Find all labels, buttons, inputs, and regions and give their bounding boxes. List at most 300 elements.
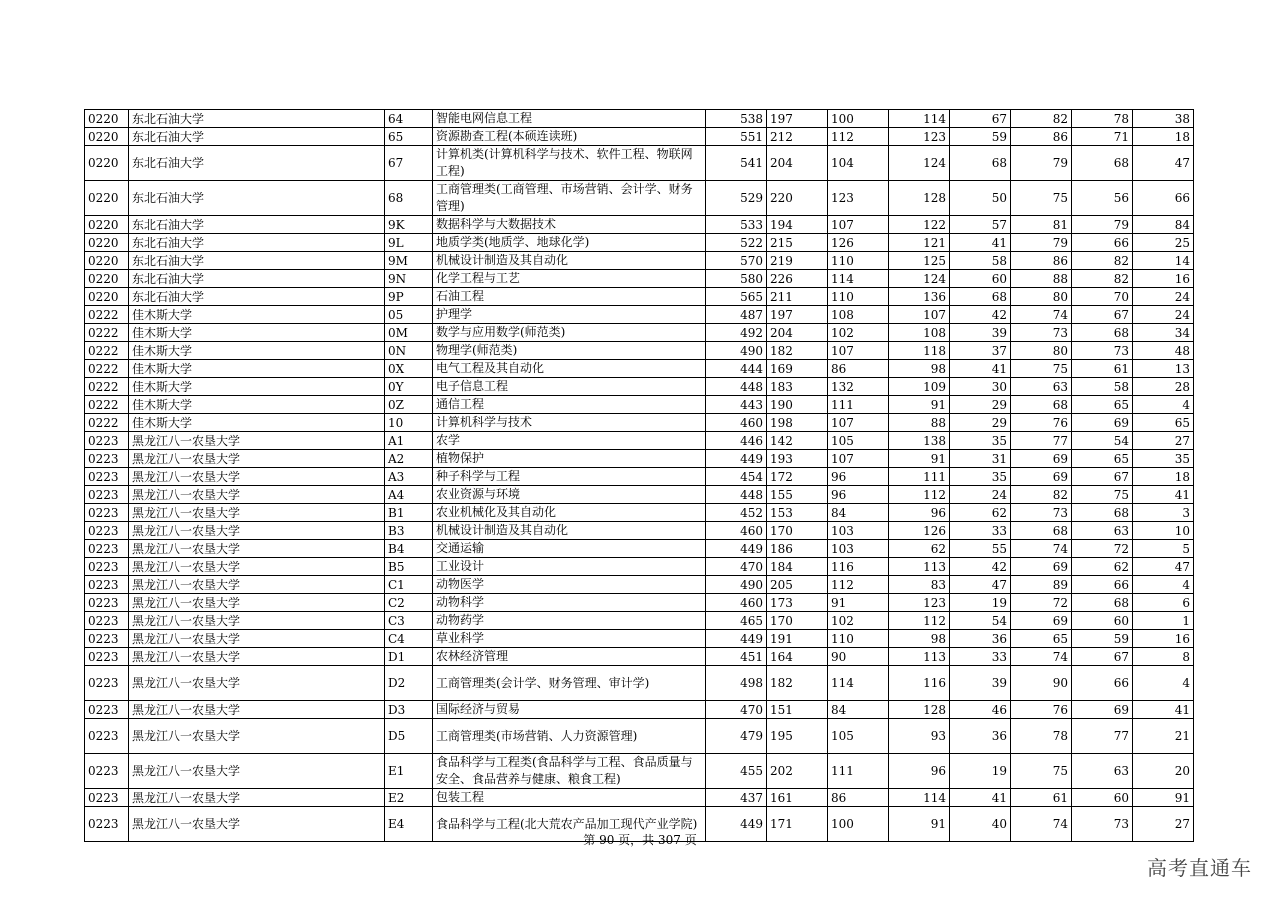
school-name-cell: 黑龙江八一农垦大学	[129, 719, 385, 754]
score-1-cell: 173	[767, 594, 828, 612]
major-name-cell: 通信工程	[433, 396, 706, 414]
score-4-cell: 35	[950, 432, 1011, 450]
score-4-cell: 36	[950, 630, 1011, 648]
score-5-cell: 61	[1011, 789, 1072, 807]
score-7-cell: 5	[1133, 540, 1194, 558]
table-row	[85, 252, 1194, 270]
score-7-cell: 65	[1133, 414, 1194, 432]
school-name-cell: 黑龙江八一农垦大学	[129, 594, 385, 612]
score-6-cell: 62	[1072, 558, 1133, 576]
school-code-cell: 0223	[85, 666, 129, 701]
score-2-cell: 84	[828, 701, 889, 719]
score-4-cell: 59	[950, 128, 1011, 146]
table-row	[85, 414, 1194, 432]
score-7-cell: 48	[1133, 342, 1194, 360]
total-score-cell: 490	[706, 576, 767, 594]
score-5-cell: 88	[1011, 270, 1072, 288]
score-3-cell: 88	[889, 414, 950, 432]
score-4-cell: 47	[950, 576, 1011, 594]
score-2-cell: 114	[828, 270, 889, 288]
table-row	[85, 719, 1194, 754]
score-1-cell: 226	[767, 270, 828, 288]
major-name-cell: 智能电网信息工程	[433, 110, 706, 128]
total-score-cell: 443	[706, 396, 767, 414]
score-1-cell: 194	[767, 216, 828, 234]
score-2-cell: 103	[828, 540, 889, 558]
major-name-cell: 工商管理类(市场营销、人力资源管理)	[433, 719, 706, 754]
major-code-cell: C3	[385, 612, 433, 630]
school-name-cell: 东北石油大学	[129, 234, 385, 252]
major-name-cell: 物理学(师范类)	[433, 342, 706, 360]
score-6-cell: 60	[1072, 789, 1133, 807]
score-5-cell: 75	[1011, 181, 1072, 216]
table-row	[85, 522, 1194, 540]
score-2-cell: 90	[828, 648, 889, 666]
score-3-cell: 123	[889, 128, 950, 146]
school-name-cell: 东北石油大学	[129, 146, 385, 181]
score-5-cell: 74	[1011, 807, 1072, 842]
score-6-cell: 69	[1072, 701, 1133, 719]
score-3-cell: 111	[889, 468, 950, 486]
school-name-cell: 黑龙江八一农垦大学	[129, 666, 385, 701]
school-name-cell: 佳木斯大学	[129, 342, 385, 360]
major-code-cell: C1	[385, 576, 433, 594]
major-code-cell: 0X	[385, 360, 433, 378]
total-score-cell: 454	[706, 468, 767, 486]
score-7-cell: 27	[1133, 807, 1194, 842]
score-5-cell: 80	[1011, 288, 1072, 306]
major-name-cell: 农林经济管理	[433, 648, 706, 666]
school-name-cell: 东北石油大学	[129, 181, 385, 216]
score-7-cell: 27	[1133, 432, 1194, 450]
score-1-cell: 170	[767, 612, 828, 630]
score-3-cell: 107	[889, 306, 950, 324]
score-2-cell: 91	[828, 594, 889, 612]
score-6-cell: 71	[1072, 128, 1133, 146]
table-row	[85, 432, 1194, 450]
score-2-cell: 105	[828, 719, 889, 754]
table-row	[85, 396, 1194, 414]
school-code-cell: 0220	[85, 146, 129, 181]
score-3-cell: 128	[889, 181, 950, 216]
major-name-cell: 农业资源与环境	[433, 486, 706, 504]
score-4-cell: 31	[950, 450, 1011, 468]
score-5-cell: 68	[1011, 522, 1072, 540]
score-7-cell: 18	[1133, 468, 1194, 486]
school-name-cell: 东北石油大学	[129, 270, 385, 288]
score-5-cell: 90	[1011, 666, 1072, 701]
score-1-cell: 155	[767, 486, 828, 504]
score-3-cell: 112	[889, 486, 950, 504]
score-7-cell: 4	[1133, 576, 1194, 594]
score-4-cell: 42	[950, 306, 1011, 324]
major-name-cell: 交通运输	[433, 540, 706, 558]
score-7-cell: 6	[1133, 594, 1194, 612]
score-2-cell: 126	[828, 234, 889, 252]
major-code-cell: E1	[385, 754, 433, 789]
major-code-cell: B1	[385, 504, 433, 522]
score-1-cell: 205	[767, 576, 828, 594]
table-row	[85, 181, 1194, 216]
score-7-cell: 18	[1133, 128, 1194, 146]
score-2-cell: 100	[828, 807, 889, 842]
total-score-cell: 460	[706, 594, 767, 612]
score-3-cell: 109	[889, 378, 950, 396]
major-code-cell: D5	[385, 719, 433, 754]
score-1-cell: 211	[767, 288, 828, 306]
table-row	[85, 666, 1194, 701]
total-score-cell: 541	[706, 146, 767, 181]
score-2-cell: 86	[828, 789, 889, 807]
score-4-cell: 41	[950, 234, 1011, 252]
score-5-cell: 69	[1011, 468, 1072, 486]
score-4-cell: 40	[950, 807, 1011, 842]
major-name-cell: 机械设计制造及其自动化	[433, 252, 706, 270]
score-4-cell: 19	[950, 594, 1011, 612]
score-6-cell: 66	[1072, 666, 1133, 701]
score-2-cell: 132	[828, 378, 889, 396]
score-5-cell: 76	[1011, 701, 1072, 719]
score-6-cell: 72	[1072, 540, 1133, 558]
score-2-cell: 102	[828, 612, 889, 630]
total-score-cell: 538	[706, 110, 767, 128]
school-name-cell: 黑龙江八一农垦大学	[129, 540, 385, 558]
score-3-cell: 124	[889, 146, 950, 181]
score-4-cell: 24	[950, 486, 1011, 504]
score-5-cell: 82	[1011, 486, 1072, 504]
score-3-cell: 113	[889, 558, 950, 576]
score-5-cell: 77	[1011, 432, 1072, 450]
score-7-cell: 47	[1133, 146, 1194, 181]
major-code-cell: D3	[385, 701, 433, 719]
table-row	[85, 594, 1194, 612]
score-6-cell: 68	[1072, 594, 1133, 612]
school-code-cell: 0223	[85, 576, 129, 594]
score-3-cell: 123	[889, 594, 950, 612]
score-5-cell: 69	[1011, 612, 1072, 630]
score-4-cell: 46	[950, 701, 1011, 719]
score-6-cell: 82	[1072, 270, 1133, 288]
major-code-cell: A2	[385, 450, 433, 468]
major-code-cell: B3	[385, 522, 433, 540]
table-row	[85, 701, 1194, 719]
score-4-cell: 54	[950, 612, 1011, 630]
school-name-cell: 黑龙江八一农垦大学	[129, 789, 385, 807]
school-name-cell: 黑龙江八一农垦大学	[129, 558, 385, 576]
score-2-cell: 104	[828, 146, 889, 181]
major-code-cell: 9N	[385, 270, 433, 288]
score-3-cell: 124	[889, 270, 950, 288]
total-score-cell: 449	[706, 540, 767, 558]
score-4-cell: 58	[950, 252, 1011, 270]
school-code-cell: 0223	[85, 719, 129, 754]
score-7-cell: 3	[1133, 504, 1194, 522]
table-row	[85, 110, 1194, 128]
table-row	[85, 378, 1194, 396]
school-code-cell: 0223	[85, 648, 129, 666]
score-4-cell: 36	[950, 719, 1011, 754]
total-score-cell: 490	[706, 342, 767, 360]
score-1-cell: 193	[767, 450, 828, 468]
score-3-cell: 125	[889, 252, 950, 270]
score-3-cell: 91	[889, 450, 950, 468]
school-name-cell: 佳木斯大学	[129, 324, 385, 342]
table-row	[85, 630, 1194, 648]
score-6-cell: 67	[1072, 306, 1133, 324]
score-5-cell: 80	[1011, 342, 1072, 360]
score-3-cell: 114	[889, 789, 950, 807]
total-score-cell: 460	[706, 522, 767, 540]
major-code-cell: A1	[385, 432, 433, 450]
school-name-cell: 黑龙江八一农垦大学	[129, 504, 385, 522]
score-3-cell: 91	[889, 807, 950, 842]
score-2-cell: 111	[828, 396, 889, 414]
score-1-cell: 171	[767, 807, 828, 842]
major-code-cell: 67	[385, 146, 433, 181]
score-2-cell: 110	[828, 252, 889, 270]
score-6-cell: 68	[1072, 324, 1133, 342]
major-name-cell: 数学与应用数学(师范类)	[433, 324, 706, 342]
score-7-cell: 28	[1133, 378, 1194, 396]
major-code-cell: 0Z	[385, 396, 433, 414]
major-name-cell: 资源勘查工程(本硕连读班)	[433, 128, 706, 146]
score-4-cell: 50	[950, 181, 1011, 216]
score-2-cell: 111	[828, 754, 889, 789]
score-2-cell: 84	[828, 504, 889, 522]
table-row	[85, 270, 1194, 288]
score-7-cell: 10	[1133, 522, 1194, 540]
score-2-cell: 107	[828, 342, 889, 360]
major-code-cell: A4	[385, 486, 433, 504]
score-2-cell: 103	[828, 522, 889, 540]
school-name-cell: 佳木斯大学	[129, 306, 385, 324]
score-2-cell: 110	[828, 288, 889, 306]
score-7-cell: 4	[1133, 666, 1194, 701]
score-3-cell: 112	[889, 612, 950, 630]
score-1-cell: 204	[767, 324, 828, 342]
score-2-cell: 112	[828, 576, 889, 594]
score-1-cell: 182	[767, 342, 828, 360]
table-row	[85, 146, 1194, 181]
score-5-cell: 86	[1011, 128, 1072, 146]
score-table-body	[85, 110, 1194, 842]
table-row	[85, 612, 1194, 630]
total-score-cell: 448	[706, 378, 767, 396]
total-score-cell: 580	[706, 270, 767, 288]
page-number: 第 90 页，共 307 页	[583, 833, 697, 847]
school-code-cell: 0223	[85, 594, 129, 612]
score-5-cell: 79	[1011, 146, 1072, 181]
major-name-cell: 食品科学与工程(北大荒农产品加工现代产业学院)	[433, 807, 706, 842]
score-5-cell: 74	[1011, 540, 1072, 558]
score-5-cell: 79	[1011, 234, 1072, 252]
major-name-cell: 动物科学	[433, 594, 706, 612]
school-code-cell: 0220	[85, 252, 129, 270]
major-code-cell: D1	[385, 648, 433, 666]
score-6-cell: 69	[1072, 414, 1133, 432]
score-3-cell: 108	[889, 324, 950, 342]
score-3-cell: 136	[889, 288, 950, 306]
score-3-cell: 116	[889, 666, 950, 701]
major-code-cell: C2	[385, 594, 433, 612]
score-7-cell: 24	[1133, 288, 1194, 306]
score-4-cell: 37	[950, 342, 1011, 360]
score-7-cell: 1	[1133, 612, 1194, 630]
major-name-cell: 护理学	[433, 306, 706, 324]
score-1-cell: 191	[767, 630, 828, 648]
score-1-cell: 142	[767, 432, 828, 450]
score-7-cell: 13	[1133, 360, 1194, 378]
score-4-cell: 33	[950, 522, 1011, 540]
school-code-cell: 0220	[85, 234, 129, 252]
school-name-cell: 黑龙江八一农垦大学	[129, 576, 385, 594]
score-4-cell: 33	[950, 648, 1011, 666]
score-6-cell: 73	[1072, 807, 1133, 842]
school-code-cell: 0223	[85, 486, 129, 504]
school-code-cell: 0222	[85, 414, 129, 432]
major-code-cell: 0N	[385, 342, 433, 360]
table-row	[85, 468, 1194, 486]
school-name-cell: 东北石油大学	[129, 216, 385, 234]
school-code-cell: 0222	[85, 360, 129, 378]
total-score-cell: 437	[706, 789, 767, 807]
table-row	[85, 450, 1194, 468]
score-1-cell: 151	[767, 701, 828, 719]
score-6-cell: 70	[1072, 288, 1133, 306]
school-name-cell: 佳木斯大学	[129, 378, 385, 396]
table-row	[85, 576, 1194, 594]
score-4-cell: 60	[950, 270, 1011, 288]
score-4-cell: 42	[950, 558, 1011, 576]
major-name-cell: 草业科学	[433, 630, 706, 648]
school-code-cell: 0222	[85, 306, 129, 324]
score-3-cell: 113	[889, 648, 950, 666]
score-6-cell: 66	[1072, 576, 1133, 594]
score-4-cell: 29	[950, 414, 1011, 432]
score-6-cell: 60	[1072, 612, 1133, 630]
school-code-cell: 0223	[85, 450, 129, 468]
score-2-cell: 112	[828, 128, 889, 146]
major-code-cell: 64	[385, 110, 433, 128]
score-1-cell: 190	[767, 396, 828, 414]
score-5-cell: 73	[1011, 324, 1072, 342]
total-score-cell: 449	[706, 630, 767, 648]
watermark-logo: 高考直通车	[1147, 856, 1252, 880]
table-row	[85, 342, 1194, 360]
total-score-cell: 448	[706, 486, 767, 504]
major-name-cell: 地质学类(地质学、地球化学)	[433, 234, 706, 252]
total-score-cell: 470	[706, 558, 767, 576]
school-code-cell: 0220	[85, 216, 129, 234]
score-2-cell: 108	[828, 306, 889, 324]
total-score-cell: 470	[706, 701, 767, 719]
score-5-cell: 73	[1011, 504, 1072, 522]
score-3-cell: 98	[889, 630, 950, 648]
total-score-cell: 455	[706, 754, 767, 789]
score-5-cell: 75	[1011, 754, 1072, 789]
score-1-cell: 153	[767, 504, 828, 522]
school-name-cell: 东北石油大学	[129, 110, 385, 128]
score-1-cell: 204	[767, 146, 828, 181]
score-2-cell: 110	[828, 630, 889, 648]
total-score-cell: 444	[706, 360, 767, 378]
school-name-cell: 黑龙江八一农垦大学	[129, 612, 385, 630]
score-3-cell: 114	[889, 110, 950, 128]
total-score-cell: 565	[706, 288, 767, 306]
score-5-cell: 86	[1011, 252, 1072, 270]
major-name-cell: 动物医学	[433, 576, 706, 594]
major-name-cell: 植物保护	[433, 450, 706, 468]
total-score-cell: 522	[706, 234, 767, 252]
score-4-cell: 68	[950, 146, 1011, 181]
score-6-cell: 75	[1072, 486, 1133, 504]
score-4-cell: 19	[950, 754, 1011, 789]
major-name-cell: 动物药学	[433, 612, 706, 630]
major-code-cell: A3	[385, 468, 433, 486]
score-1-cell: 170	[767, 522, 828, 540]
school-name-cell: 黑龙江八一农垦大学	[129, 630, 385, 648]
table-row	[85, 288, 1194, 306]
major-name-cell: 电子信息工程	[433, 378, 706, 396]
total-score-cell: 479	[706, 719, 767, 754]
school-code-cell: 0222	[85, 396, 129, 414]
table-row	[85, 789, 1194, 807]
major-name-cell: 数据科学与大数据技术	[433, 216, 706, 234]
score-1-cell: 164	[767, 648, 828, 666]
major-code-cell: 65	[385, 128, 433, 146]
score-3-cell: 62	[889, 540, 950, 558]
score-1-cell: 215	[767, 234, 828, 252]
score-1-cell: 197	[767, 110, 828, 128]
score-4-cell: 68	[950, 288, 1011, 306]
major-code-cell: 68	[385, 181, 433, 216]
major-code-cell: C4	[385, 630, 433, 648]
score-2-cell: 107	[828, 450, 889, 468]
score-2-cell: 96	[828, 468, 889, 486]
school-code-cell: 0223	[85, 522, 129, 540]
score-1-cell: 186	[767, 540, 828, 558]
score-4-cell: 39	[950, 666, 1011, 701]
score-4-cell: 35	[950, 468, 1011, 486]
score-3-cell: 122	[889, 216, 950, 234]
score-6-cell: 58	[1072, 378, 1133, 396]
major-name-cell: 计算机科学与技术	[433, 414, 706, 432]
school-code-cell: 0220	[85, 181, 129, 216]
school-name-cell: 黑龙江八一农垦大学	[129, 754, 385, 789]
table-row	[85, 360, 1194, 378]
total-score-cell: 533	[706, 216, 767, 234]
major-name-cell: 工商管理类(工商管理、市场营销、会计学、财务管理)	[433, 181, 706, 216]
score-2-cell: 107	[828, 414, 889, 432]
score-2-cell: 105	[828, 432, 889, 450]
school-name-cell: 黑龙江八一农垦大学	[129, 450, 385, 468]
score-3-cell: 83	[889, 576, 950, 594]
table-row	[85, 558, 1194, 576]
score-5-cell: 76	[1011, 414, 1072, 432]
major-code-cell: 05	[385, 306, 433, 324]
school-name-cell: 东北石油大学	[129, 288, 385, 306]
total-score-cell: 487	[706, 306, 767, 324]
score-7-cell: 20	[1133, 754, 1194, 789]
score-1-cell: 184	[767, 558, 828, 576]
score-2-cell: 102	[828, 324, 889, 342]
major-code-cell: E2	[385, 789, 433, 807]
score-3-cell: 96	[889, 504, 950, 522]
major-code-cell: 9P	[385, 288, 433, 306]
total-score-cell: 452	[706, 504, 767, 522]
score-4-cell: 39	[950, 324, 1011, 342]
table-row	[85, 234, 1194, 252]
